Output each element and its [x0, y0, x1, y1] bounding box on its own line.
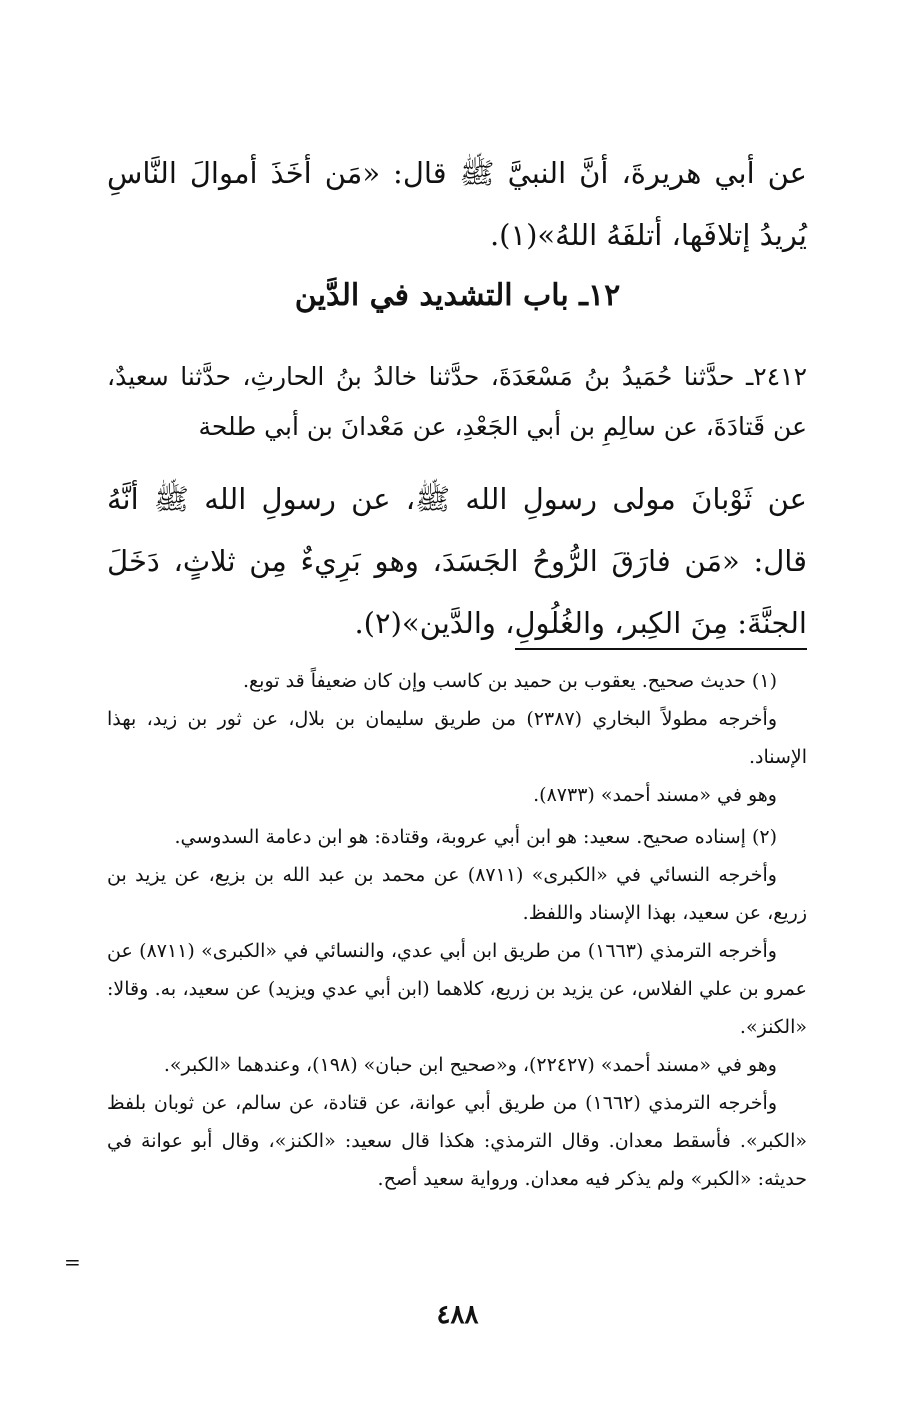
isnad-text: ٢٤١٢ـ حدَّثنا حُمَيدُ بنُ مَسْعَدَةَ، حدَّثنا خالدُ بنُ الحارثِ، حدَّثنا سعيدٌ، عن قَتادَةَ، عن سالِمِ بن أبي الجَعْدِ، عن مَعْدانَ بن أبي طلحة	[107, 362, 807, 441]
hadith-text: عن أبي هريرةَ، أنَّ النبيَّ ﷺ قال: «مَن أخَذَ أموالَ النَّاسِ يُريدُ إتلافَها، أتلفَهُ اللهُ»(١).	[107, 156, 807, 252]
continuation-mark: =	[64, 1250, 81, 1274]
footnote-paragraph: وهو في «مسند أحمد» (٨٧٣٣).	[533, 784, 777, 806]
hadith-continuation	[107, 142, 807, 266]
footnote-paragraph: (١) حديث صحيح. يعقوب بن حميد بن كاسب وإن كان ضعيفاً قد توبع.	[243, 670, 777, 692]
footnote-paragraph: (٢) إسناده صحيح. سعيد: هو ابن أبي عروبة، وقتادة: هو ابن دعامة السدوسي.	[174, 826, 777, 848]
footnote-separator	[515, 648, 807, 650]
page-number: ٤٨٨	[436, 1300, 479, 1330]
chapter-heading: ١٢ـ باب التشديد في الدَّين	[294, 278, 621, 313]
hadith-matn	[107, 468, 807, 654]
footnote-paragraph: وأخرجه مطولاً البخاري (٢٣٨٧) من طريق سليمان بن بلال، عن ثور بن زيد، بهذا الإسناد.	[107, 708, 807, 768]
hadith-isnad	[107, 352, 807, 452]
matn-text: عن ثَوْبانَ مولى رسولِ الله ﷺ، عن رسولِ الله ﷺ أنَّهُ قال: «مَن فارَقَ الرُّوحُ الجَسَدَ، وهو بَرِيءٌ مِن ثلاثٍ، دَخَلَ الجنَّةَ: مِنَ الكِبر، والغُلُولِ، والدَّين»(٢).	[107, 482, 807, 640]
footnote-paragraph: وأخرجه الترمذي (١٦٦٢) من طريق أبي عوانة، عن قتادة، عن سالم، عن ثوبان بلفظ «الكبر». فأسقط معدان. وقال الترمذي: هكذا قال سعيد: «الكنز»، وقال أبو عوانة في حديثه: «الكبر» ولم يذكر فيه معدان. ورواية سعيد أصح.	[107, 1092, 807, 1190]
footnote-paragraph: وأخرجه النسائي في «الكبرى» (٨٧١١) عن محمد بن عبد الله بن بزيع، عن يزيد بن زريع، عن سعيد، بهذا الإسناد واللفظ.	[107, 864, 807, 924]
footnote-paragraph: وهو في «مسند أحمد» (٢٢٤٢٧)، و«صحيح ابن حبان» (١٩٨)، وعندهما «الكبر».	[163, 1054, 777, 1076]
footnote-paragraph: وأخرجه الترمذي (١٦٦٣) من طريق ابن أبي عدي، والنسائي في «الكبرى» (٨٧١١) عن عمرو بن علي الفلاس، عن يزيد بن زريع، كلاهما (ابن أبي عدي ويزيد) عن سعيد، به. وقالا: «الكنز».	[107, 940, 807, 1038]
footnotes	[107, 662, 807, 1198]
